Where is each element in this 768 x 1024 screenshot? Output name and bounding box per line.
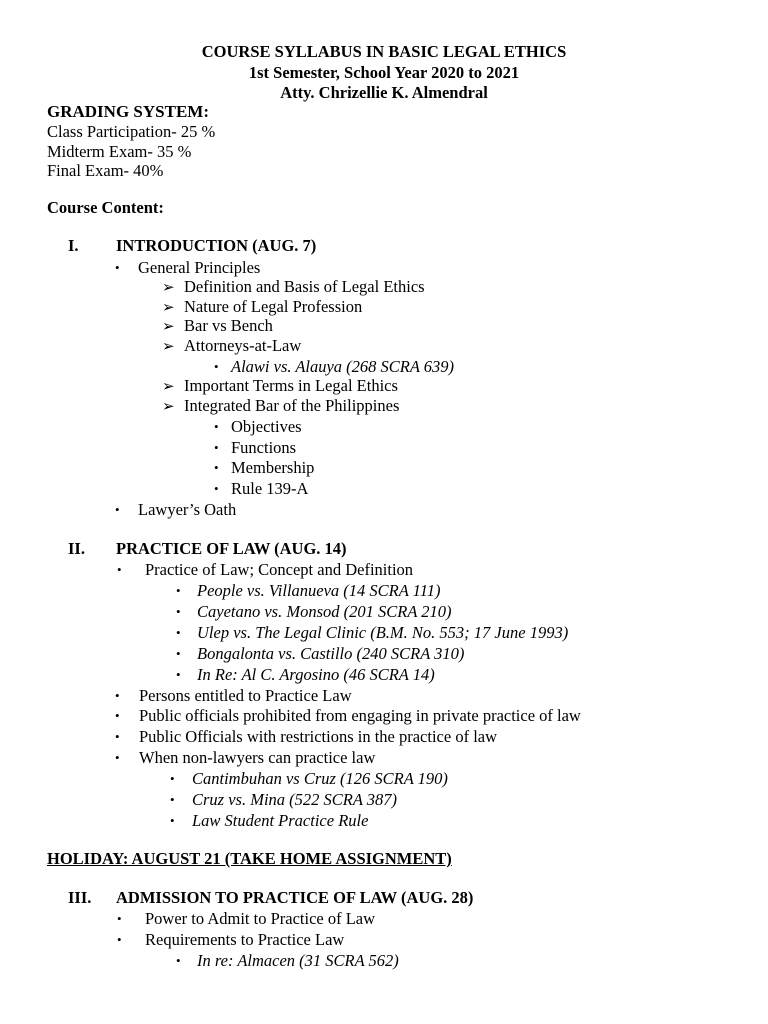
bullet-icon: • [176,667,181,682]
list-item: Integrated Bar of the Philippines [184,396,400,415]
case-citation: Cruz vs. Mina (522 SCRA 387) [192,790,398,809]
list-item: Power to Admit to Practice of Law [145,909,376,928]
grading-item: Midterm Exam- 35 % [47,142,192,161]
section-title: PRACTICE OF LAW (AUG. 14) [116,539,347,558]
case-citation: Cayetano vs. Monsod (201 SCRA 210) [197,602,452,621]
bullet-icon: • [115,750,120,765]
arrow-bullet-icon: ➢ [162,377,175,395]
section-numeral: III. [68,888,92,907]
bullet-icon: • [214,460,219,475]
case-citation: Law Student Practice Rule [192,811,369,830]
bullet-icon: • [115,729,120,744]
bullet-icon: • [170,792,175,807]
section-title: INTRODUCTION (AUG. 7) [116,236,317,255]
holiday-notice: HOLIDAY: AUGUST 21 (TAKE HOME ASSIGNMENT) [47,849,452,868]
bullet-icon: • [176,604,181,619]
list-item: Bar vs Bench [184,316,273,335]
bullet-icon: • [214,481,219,496]
grading-item: Class Participation- 25 % [47,122,216,141]
bullet-icon: • [117,562,122,577]
case-citation: In re: Almacen (31 SCRA 562) [197,951,399,970]
case-citation: In Re: Al C. Argosino (46 SCRA 14) [197,665,435,684]
course-content-label: Course Content: [47,198,164,217]
bullet-icon: • [176,646,181,661]
list-item: Practice of Law; Concept and Definition [145,560,414,579]
arrow-bullet-icon: ➢ [162,317,175,335]
bullet-icon: • [115,502,120,517]
list-item: Public officials prohibited from engaging in private practice of law [139,706,581,725]
list-item: General Principles [138,258,261,277]
bullet-icon: • [214,419,219,434]
bullet-icon: • [115,260,120,275]
list-item: Lawyer’s Oath [138,500,237,519]
case-citation: People vs. Villanueva (14 SCRA 111) [197,581,441,600]
grading-heading: GRADING SYSTEM: [47,102,209,121]
case-citation: Alawi vs. Alauya (268 SCRA 639) [231,357,455,376]
list-item: Rule 139-A [231,479,309,498]
list-item: Nature of Legal Profession [184,297,363,316]
list-item: Definition and Basis of Legal Ethics [184,277,425,296]
arrow-bullet-icon: ➢ [162,397,175,415]
bullet-icon: • [176,583,181,598]
list-item: Persons entitled to Practice Law [139,686,352,705]
bullet-icon: • [115,708,120,723]
bullet-icon: • [176,625,181,640]
instructor-line: Atty. Chrizellie K. Almendral [280,83,488,102]
case-citation: Bongalonta vs. Castillo (240 SCRA 310) [197,644,465,663]
arrow-bullet-icon: ➢ [162,298,175,316]
section-title: ADMISSION TO PRACTICE OF LAW (AUG. 28) [116,888,474,907]
bullet-icon: • [115,688,120,703]
list-item: Important Terms in Legal Ethics [184,376,398,395]
section-numeral: I. [68,236,79,255]
list-item: Attorneys-at-Law [184,336,302,355]
arrow-bullet-icon: ➢ [162,278,175,296]
bullet-icon: • [170,813,175,828]
semester-line: 1st Semester, School Year 2020 to 2021 [248,63,520,82]
bullet-icon: • [117,911,122,926]
document-title: COURSE SYLLABUS IN BASIC LEGAL ETHICS [201,42,567,61]
case-citation: Cantimbuhan vs Cruz (126 SCRA 190) [192,769,448,788]
bullet-icon: • [117,932,122,947]
list-item: When non-lawyers can practice law [139,748,376,767]
list-item: Public Officials with restrictions in the practice of law [139,727,498,746]
list-item: Requirements to Practice Law [145,930,345,949]
bullet-icon: • [214,440,219,455]
list-item: Membership [231,458,315,477]
bullet-icon: • [214,359,219,374]
list-item: Objectives [231,417,302,436]
arrow-bullet-icon: ➢ [162,337,175,355]
grading-item: Final Exam- 40% [47,161,164,180]
section-numeral: II. [68,539,85,558]
bullet-icon: • [170,771,175,786]
list-item: Functions [231,438,297,457]
case-citation: Ulep vs. The Legal Clinic (B.M. No. 553; 17 June 1993) [197,623,569,642]
bullet-icon: • [176,953,181,968]
